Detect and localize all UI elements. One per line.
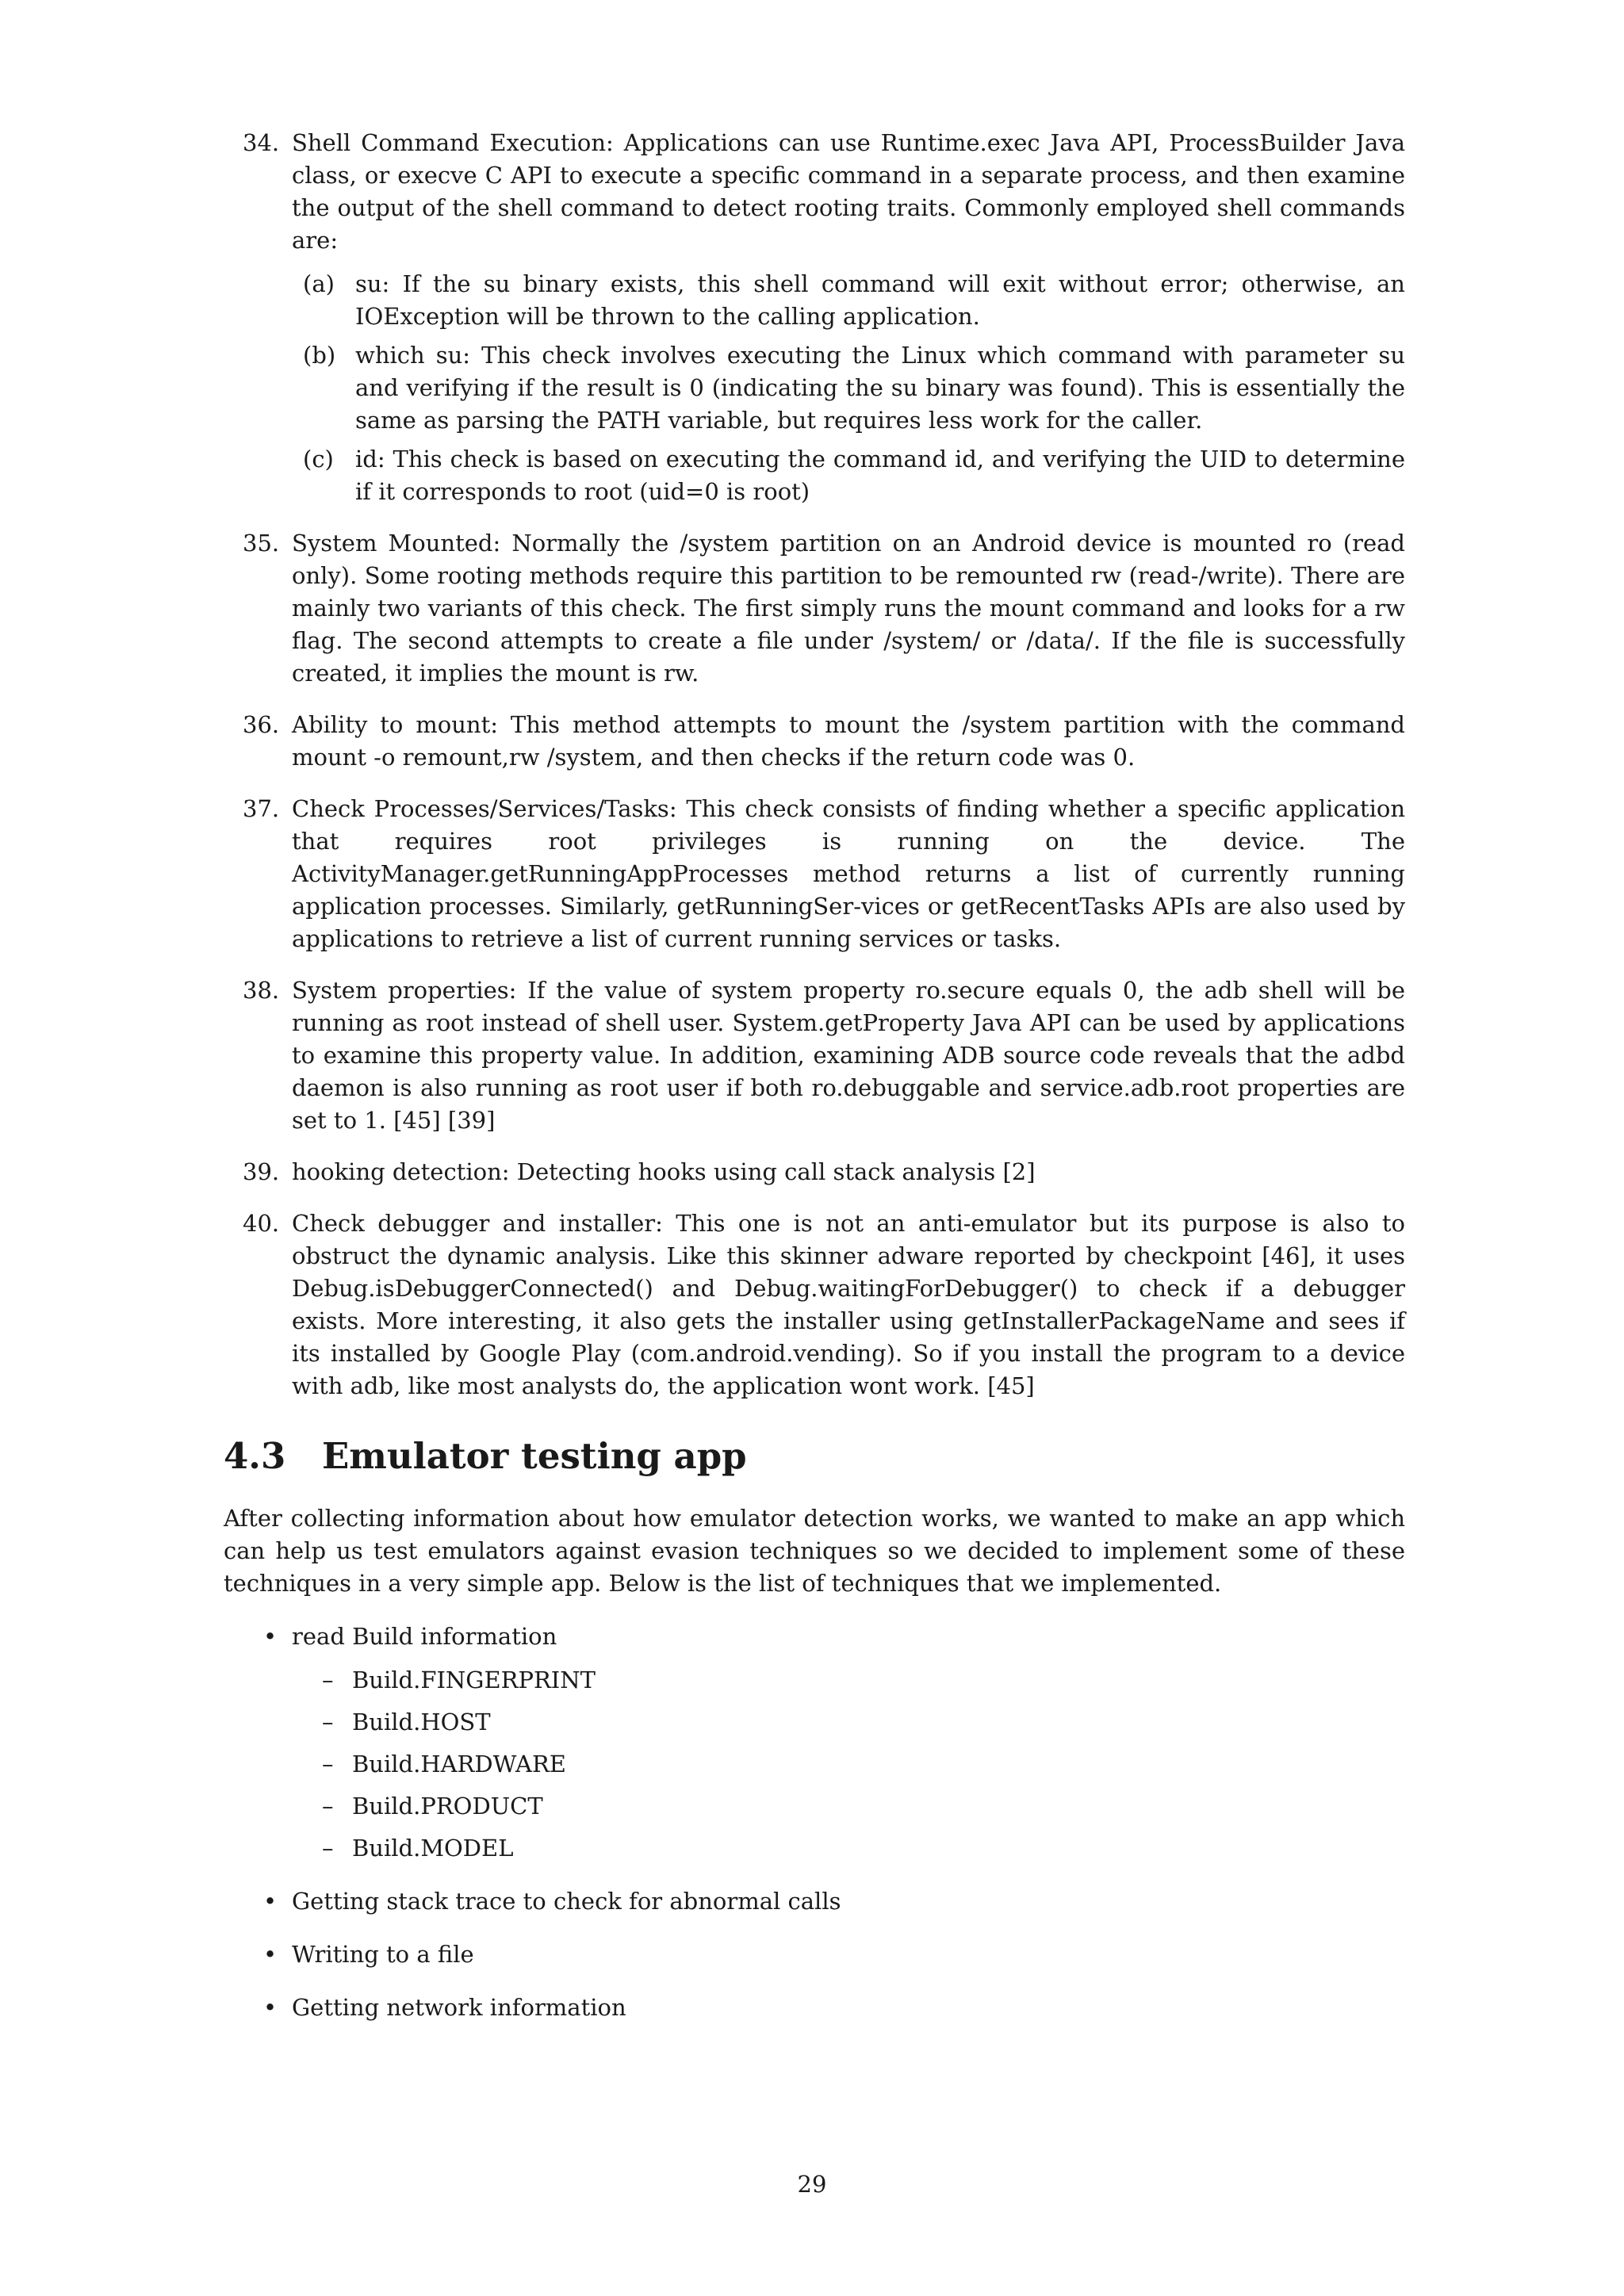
sub-item-label: (a) <box>303 270 335 297</box>
item-text-part: Check Processes/Services/Tasks: This check consists of finding whether a specific application that requires root privileges is running on the device. The <box>292 795 1405 855</box>
dash-icon: – <box>322 1709 334 1735</box>
dash-icon: – <box>322 1667 334 1693</box>
item-number: 34. <box>243 129 280 156</box>
dash-item <box>292 1706 1405 1739</box>
list-item-39 <box>224 1156 1405 1188</box>
item-text: Check debugger and installer: This one is not an anti-emulator but its purpose is also to obstruct the dynamic analysis. Like this skinner adware reported by checkpoint [46], it uses Debug.isDebuggerConnected() and Debug.waitingForDebugger() to check if a debugger exists. More interesting, it also gets the installer using getInstallerPackageName and sees if its installed by Google Play (com.android.vending). So if you install the program to a device with adb, like most analysts do, the application wont work. [45] <box>292 1210 1405 1399</box>
list-item-37 <box>224 793 1405 955</box>
dash-item <box>292 1664 1405 1697</box>
bullet-icon: • <box>263 1941 278 1968</box>
item-text-part: method returns a list of currently running application processes. Similarly, getRunningSer-vices or getRecentTasks APIs are also used by applications to retrieve a list of current running services or tasks. <box>292 860 1406 952</box>
item-number: 38. <box>243 977 280 1004</box>
item-text: System Mounted: Normally the /system partition on an Android device is mounted ro (read only). Some rooting methods require this partition to be remounted rw (read-/write). There are mainly two variants of this check. The first simply runs the mount command and looks for a rw flag. The second attempts to create a file under /system/ or /data/. If the file is successfully created, it implies the mount is rw. <box>292 530 1405 687</box>
item-text: System properties: If the value of system property ro.secure equals 0, the adb shell will be running as root instead of shell user. System.getProperty Java API can be used by applications to examine this property value. In addition, examining ADB source code reveals that the adbd daemon is also running as root user if both ro.debuggable and service.adb.root properties are set to 1. [45] [39] <box>292 977 1405 1134</box>
item-text: hooking detection: Detecting hooks using call stack analysis [2] <box>292 1158 1036 1185</box>
list-item-38 <box>224 974 1405 1137</box>
dash-text: Build.PRODUCT <box>352 1793 543 1820</box>
dash-text: Build.FINGERPRINT <box>352 1667 596 1693</box>
section-heading <box>224 1434 1405 1479</box>
bullet-text: read Build information <box>292 1623 557 1650</box>
bullet-item <box>224 1621 1405 1865</box>
dash-icon: – <box>322 1793 334 1820</box>
list-item-35 <box>224 527 1405 690</box>
section-number: 4.3 <box>224 1435 286 1477</box>
bullet-item <box>224 1885 1405 1918</box>
bullet-icon: • <box>263 1888 278 1915</box>
sub-item-c <box>292 443 1405 508</box>
item-text: Shell Command Execution: Applications can use Runtime.exec Java API, ProcessBuilder Java class, or execve C API to execute a specific command in a separate process, and then examine the output of the shell command to detect rooting traits. Commonly employed shell commands are: <box>292 129 1405 254</box>
sub-item-text: which su: This check involves executing the Linux which command with parameter su and verifying if the result is 0 (indicating the su binary was found). This is essentially the same as parsing the PATH variable, but requires less work for the caller. <box>355 342 1405 434</box>
list-item-34 <box>224 127 1405 508</box>
dash-item <box>292 1790 1405 1823</box>
item-number: 37. <box>243 795 280 822</box>
bullet-list <box>224 1621 1405 2024</box>
code-term: ActivityManager.getRunningAppProcesses <box>292 860 789 887</box>
sub-item-text: id: This check is based on executing the command id, and verifying the UID to determine if it corresponds to root (uid=0 is root) <box>355 446 1405 505</box>
item-number: 36. <box>243 711 280 738</box>
bullet-icon: • <box>263 1623 278 1650</box>
list-item-40 <box>224 1207 1405 1402</box>
dash-text: Build.MODEL <box>352 1835 514 1862</box>
list-item-36 <box>224 709 1405 774</box>
bullet-text: Getting network information <box>292 1994 626 2021</box>
dash-item <box>292 1748 1405 1781</box>
item-text: Ability to mount: This method attempts to mount the /system partition with the command mount -o remount,rw /system, and then checks if the return code was 0. <box>292 711 1405 771</box>
dash-text: Build.HOST <box>352 1709 491 1735</box>
sub-item-text: su: If the su binary exists, this shell command will exit without error; otherwise, an IOException will be thrown to the calling application. <box>355 270 1405 330</box>
dash-text: Build.HARDWARE <box>352 1751 566 1777</box>
dash-item <box>292 1832 1405 1865</box>
dash-list <box>292 1664 1405 1865</box>
dash-icon: – <box>322 1751 334 1777</box>
bullet-item <box>224 1992 1405 2024</box>
item-text <box>292 793 1405 955</box>
sub-list <box>292 268 1405 508</box>
section-title: Emulator testing app <box>322 1435 747 1477</box>
item-number: 40. <box>243 1210 280 1237</box>
sub-item-label: (c) <box>303 446 334 473</box>
sub-item-b <box>292 339 1405 437</box>
intro-paragraph: After collecting information about how emulator detection works, we wanted to make an app which can help us test emulators against evasion techniques so we decided to implement some of these techniques in a very simple app. Below is the list of techniques that we implemented. <box>224 1505 1405 1597</box>
page-content <box>224 127 1405 2045</box>
sub-item-label: (b) <box>303 342 336 369</box>
bullet-text: Getting stack trace to check for abnormal calls <box>292 1888 841 1915</box>
item-number: 35. <box>243 530 280 557</box>
item-number: 39. <box>243 1158 280 1185</box>
page-number: 29 <box>797 2171 827 2198</box>
bullet-text: Writing to a file <box>292 1941 474 1968</box>
bullet-item <box>224 1938 1405 1971</box>
sub-item-a <box>292 268 1405 333</box>
dash-icon: – <box>322 1835 334 1862</box>
bullet-icon: • <box>263 1994 278 2021</box>
